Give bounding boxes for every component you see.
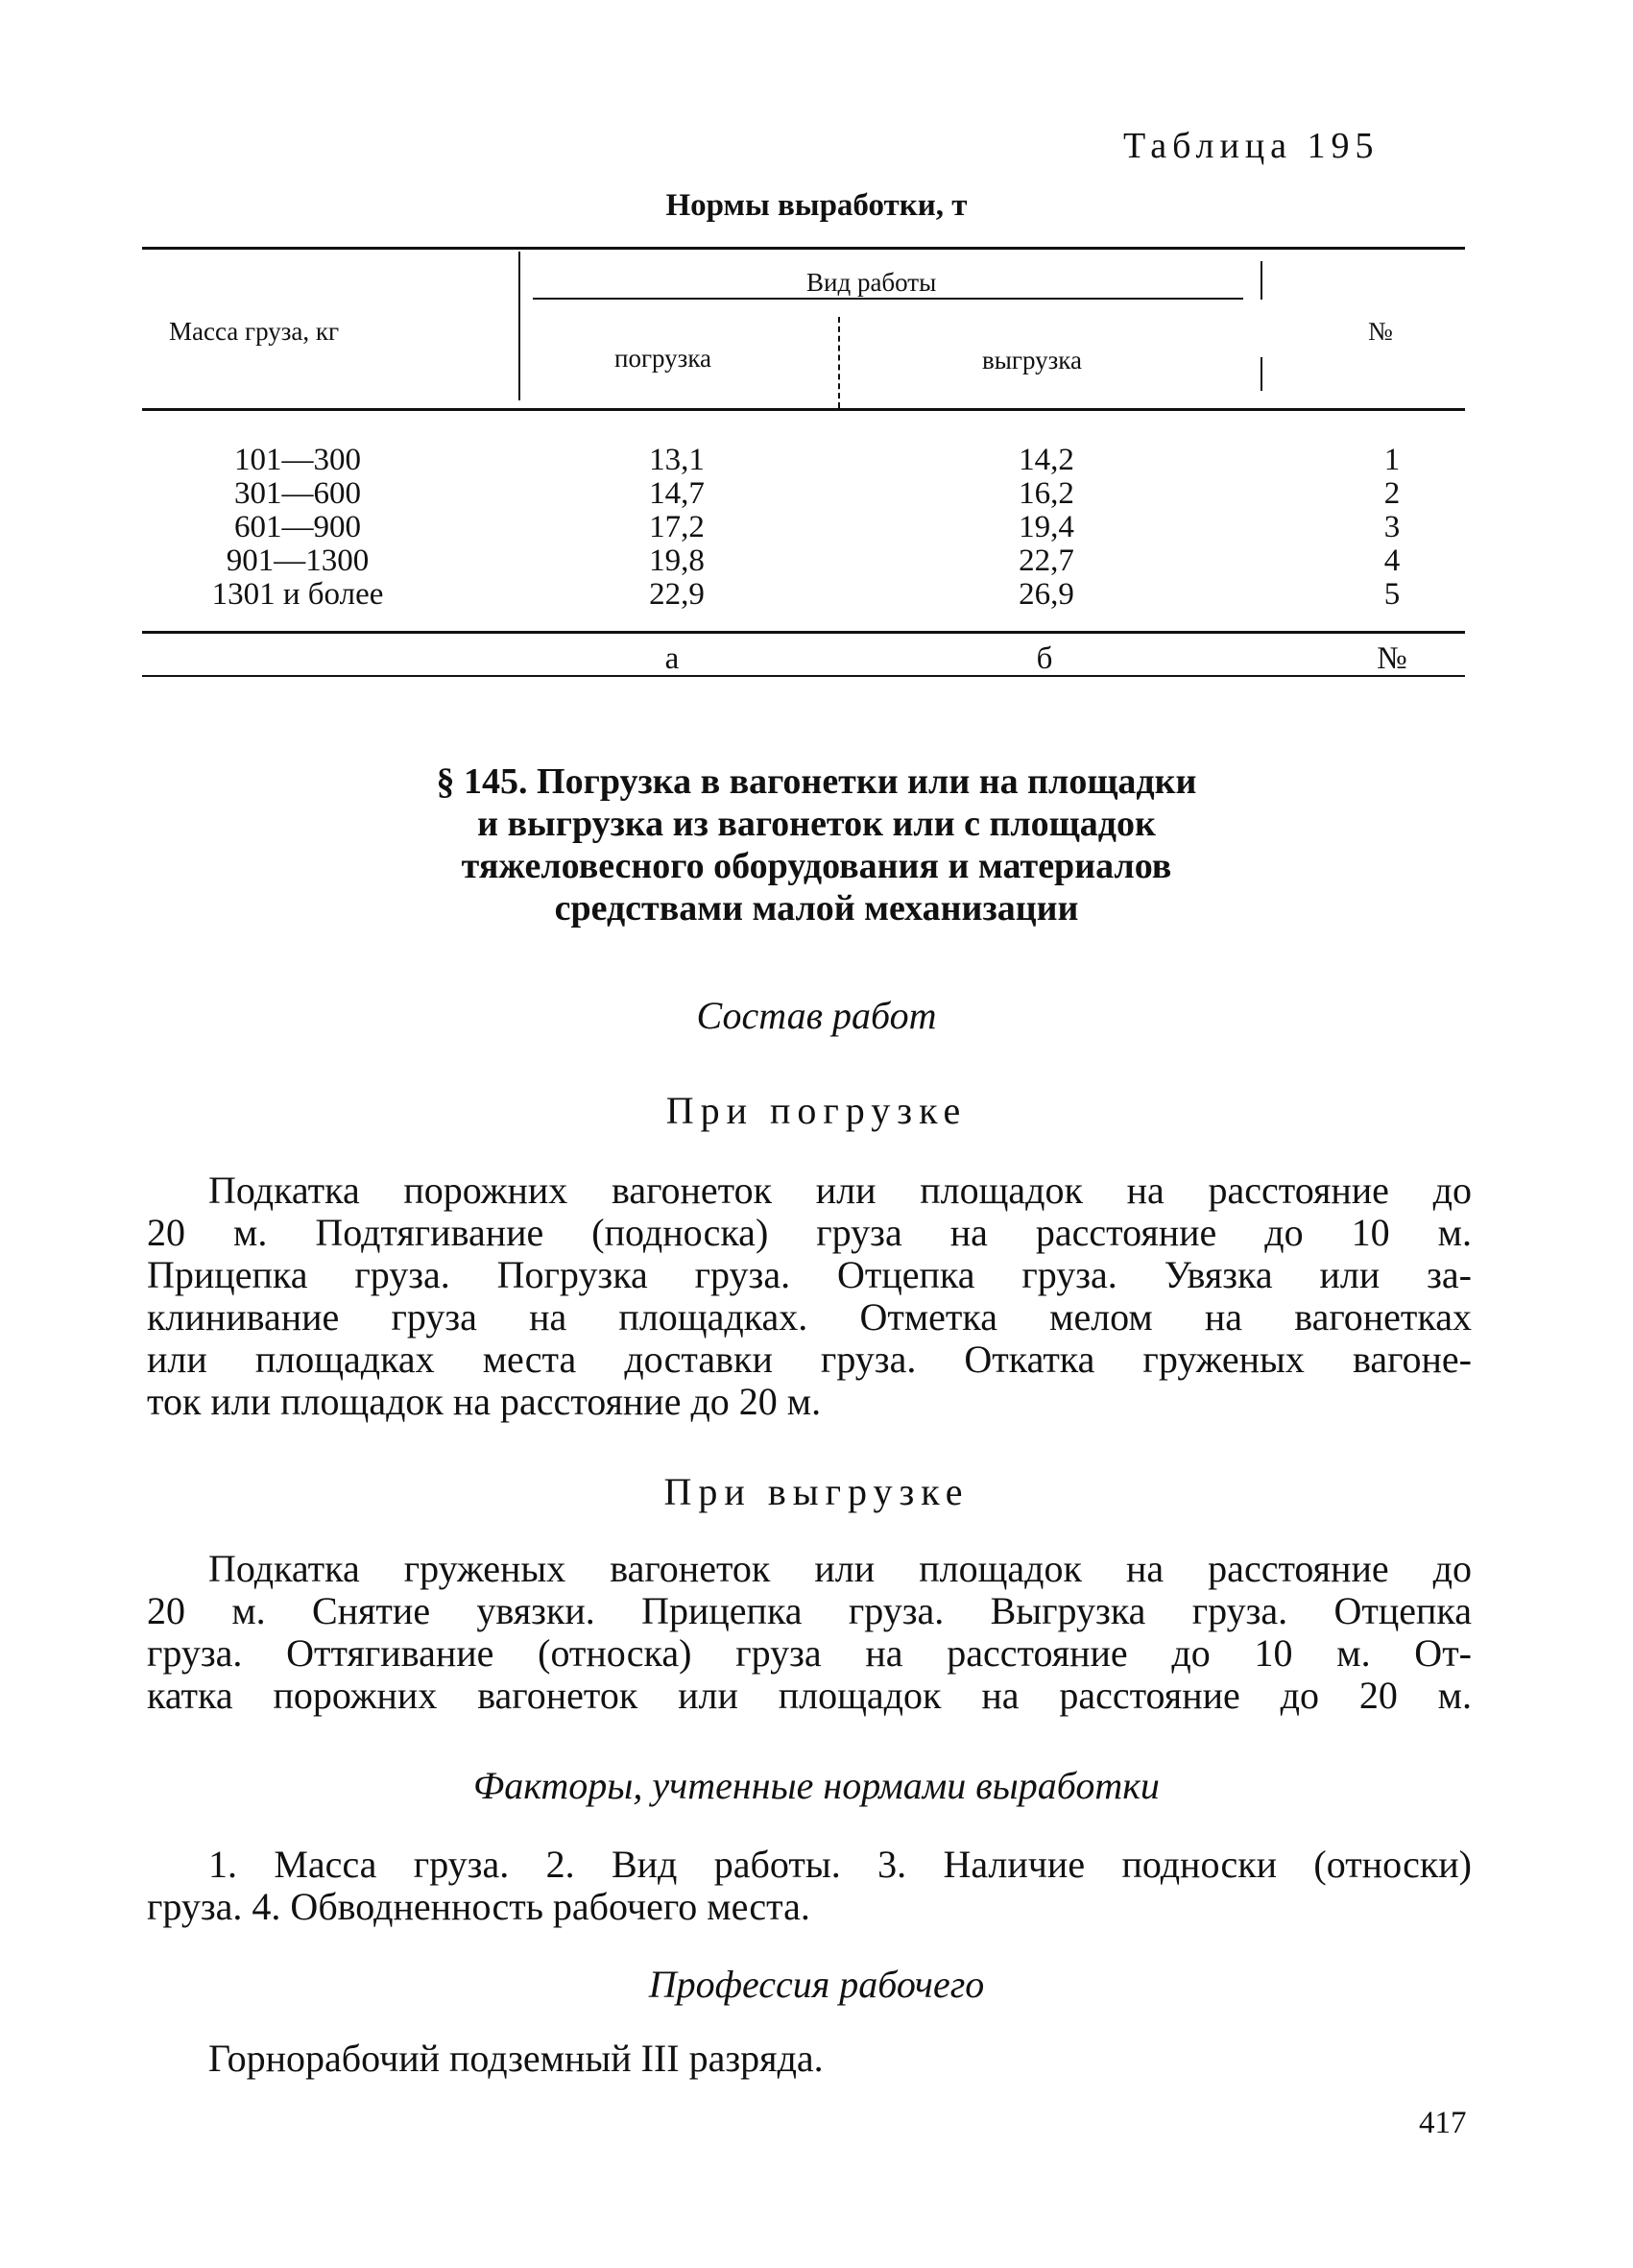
table-cell-unloading: 14,2 xyxy=(1019,443,1074,477)
section-title-line: § 145. Погрузка в вагонетки или на площадки xyxy=(436,761,1197,802)
profession-text: Горнорабочий подземный III разряда. xyxy=(208,2037,824,2080)
table-cell-number: 2 xyxy=(1383,476,1401,511)
unloading-heading: При выгрузке xyxy=(663,1470,970,1513)
table-cell-number: 1 xyxy=(1383,443,1401,477)
table-cell-mass: 601—900 xyxy=(234,510,361,544)
table-cell-number: 4 xyxy=(1383,543,1401,578)
work-type-underline xyxy=(533,298,1243,300)
paragraph-line: ток или площадок на расстояние до 20 м. xyxy=(147,1380,822,1423)
column-number xyxy=(1363,444,1421,612)
column-unloading xyxy=(984,444,1109,612)
paragraph-line: катка порожних вагонеток или площадок на расстояние до 20 м. xyxy=(147,1674,1472,1717)
factors-paragraph xyxy=(147,1844,1472,1928)
paragraph-line: 20 м. Снятие увязки. Прицепка груза. Выгрузка груза. Отцепка xyxy=(147,1589,1472,1632)
table-label: Таблица 195 xyxy=(1123,126,1380,166)
header-divider-right-top xyxy=(1261,261,1262,300)
paragraph-line: или площадках места доставки груза. Откатка груженых вагоне- xyxy=(147,1338,1472,1381)
table-cell-unloading: 26,9 xyxy=(1019,577,1074,612)
profession-heading: Профессия рабочего xyxy=(648,1963,985,2006)
table-cell-unloading: 16,2 xyxy=(1019,476,1074,511)
table-cell-loading: 17,2 xyxy=(649,510,705,544)
table-cell-unloading: 19,4 xyxy=(1019,510,1074,544)
header-divider-right-bottom xyxy=(1261,357,1262,391)
paragraph-line: груза. Оттягивание (относка) груза на расстояние до 10 м. От- xyxy=(147,1631,1472,1675)
header-mass: Масса груза, кг xyxy=(169,317,340,346)
footer-b: б xyxy=(1036,641,1053,676)
section-title-line: средствами малой механизации xyxy=(554,888,1079,929)
loading-paragraph xyxy=(147,1170,1472,1423)
paragraph-line: Подкатка порожних вагонеток или площадок на расстояние до xyxy=(208,1169,1472,1212)
header-work-type: Вид работы xyxy=(806,268,937,297)
section-title-line: и выгрузка из вагонеток или с площадок xyxy=(477,804,1156,844)
page-number: 417 xyxy=(1419,2106,1467,2140)
header-unloading: выгрузка xyxy=(982,346,1082,374)
table-cell-mass: 101—300 xyxy=(234,443,361,477)
loading-heading: При погрузке xyxy=(665,1089,968,1132)
header-number: № xyxy=(1368,317,1393,346)
unloading-paragraph xyxy=(147,1548,1472,1717)
table-title: Нормы выработки, т xyxy=(665,188,968,223)
paragraph-line: 1. Масса груза. 2. Вид работы. 3. Наличие подноски (относки) xyxy=(208,1843,1472,1886)
footer-number: № xyxy=(1377,641,1407,676)
column-mass xyxy=(173,444,422,612)
table-cell-mass: 901—1300 xyxy=(226,543,370,578)
header-divider-middle xyxy=(838,317,840,408)
paragraph-line: клинивание груза на площадках. Отметка мелом на вагонетках xyxy=(147,1295,1472,1339)
paragraph-line: Подкатка груженых вагонеток или площадок на расстояние до xyxy=(208,1547,1472,1590)
paragraph-line: Прицепка груза. Погрузка груза. Отцепка груза. Увязка или за- xyxy=(147,1253,1472,1296)
table-cell-loading: 19,8 xyxy=(649,543,705,578)
table-cell-number: 3 xyxy=(1383,510,1401,544)
composition-heading: Состав работ xyxy=(696,994,937,1037)
table-bottom-rule xyxy=(142,631,1465,634)
section-title-line: тяжеловесного оборудования и материалов xyxy=(461,846,1172,886)
table-cell-unloading: 22,7 xyxy=(1019,543,1074,578)
header-loading: погрузка xyxy=(614,344,712,373)
section-title xyxy=(0,760,1633,929)
footer-a: а xyxy=(664,641,680,676)
table-footer-rule xyxy=(142,675,1465,677)
table-cell-number: 5 xyxy=(1383,577,1401,612)
paragraph-line: груза. 4. Обводненность рабочего места. xyxy=(147,1885,810,1928)
table-cell-mass: 1301 и более xyxy=(211,577,384,612)
header-divider-left xyxy=(518,252,520,400)
table-top-rule xyxy=(142,247,1465,250)
table-cell-loading: 14,7 xyxy=(649,476,705,511)
table-cell-loading: 22,9 xyxy=(649,577,705,612)
factors-heading: Факторы, учтенные нормами выработки xyxy=(473,1764,1160,1807)
paragraph-line: 20 м. Подтягивание (подноска) груза на расстояние до 10 м. xyxy=(147,1211,1472,1254)
table-cell-loading: 13,1 xyxy=(649,443,705,477)
column-loading xyxy=(614,444,739,612)
table-header-rule xyxy=(142,408,1465,411)
table-cell-mass: 301—600 xyxy=(234,476,361,511)
